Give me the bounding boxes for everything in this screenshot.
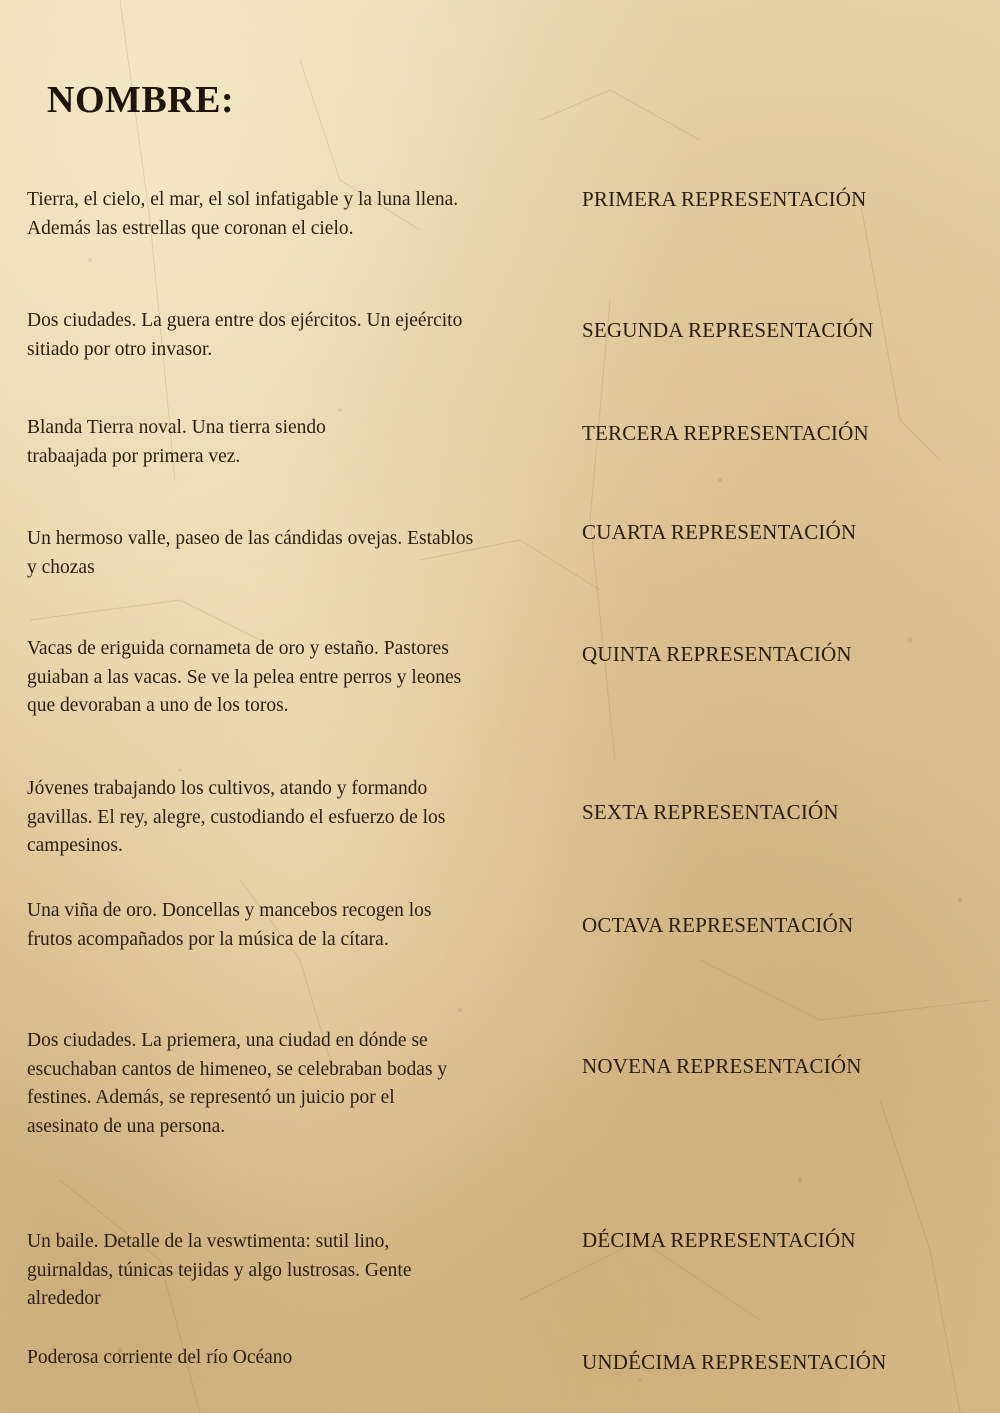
description-10: Poderosa corriente del río Océano: [27, 1347, 293, 1368]
page-title: NOMBRE:: [47, 79, 235, 121]
description-3: Blanda Tierra noval. Una tierra siendo trabaajada por primera vez.: [27, 417, 326, 467]
description-4: Un hermoso valle, paseo de las cándidas ovejas. Establos y chozas: [27, 528, 474, 578]
label-7: OCTAVA REPRESENTACIÓN: [582, 913, 854, 937]
label-10: UNDÉCIMA REPRESENTACIÓN: [582, 1350, 887, 1374]
label-4: CUARTA REPRESENTACIÓN: [582, 520, 857, 544]
label-2: SEGUNDA REPRESENTACIÓN: [582, 318, 874, 342]
description-1: Tierra, el cielo, el mar, el sol infatigable y la luna llena. Además las estrellas que coronan el cielo.: [27, 189, 459, 239]
description-8: Dos ciudades. La priemera, una ciudad en dónde se escuchaban cantos de himeneo, se celebraban bodas y festines. Además, se representó un juicio por el asesinato de una persona.: [27, 1030, 448, 1137]
label-3: TERCERA REPRESENTACIÓN: [582, 421, 869, 445]
description-2: Dos ciudades. La guera entre dos ejércitos. Un ejeército sitiado por otro invasor.: [27, 310, 463, 360]
description-6: Jóvenes trabajando los cultivos, atando y formando gavillas. El rey, alegre, custodiando el esfuerzo de los campesinos.: [27, 778, 446, 856]
label-1: PRIMERA REPRESENTACIÓN: [582, 187, 867, 211]
label-9: DÉCIMA REPRESENTACIÓN: [582, 1228, 856, 1252]
description-7: Una viña de oro. Doncellas y mancebos recogen los frutos acompañados por la música de la cítara.: [27, 900, 432, 950]
description-5: Vacas de eriguida cornameta de oro y estaño. Pastores guiaban a las vacas. Se ve la pelea entre perros y leones que devoraban a uno de los toros.: [27, 638, 462, 716]
label-8: NOVENA REPRESENTACIÓN: [582, 1054, 862, 1078]
label-6: SEXTA REPRESENTACIÓN: [582, 800, 839, 824]
description-9: Un baile. Detalle de la veswtimenta: sutil lino, guirnaldas, túnicas tejidas y algo lustrosas. Gente alrededor: [27, 1231, 412, 1309]
label-5: QUINTA REPRESENTACIÓN: [582, 642, 852, 666]
